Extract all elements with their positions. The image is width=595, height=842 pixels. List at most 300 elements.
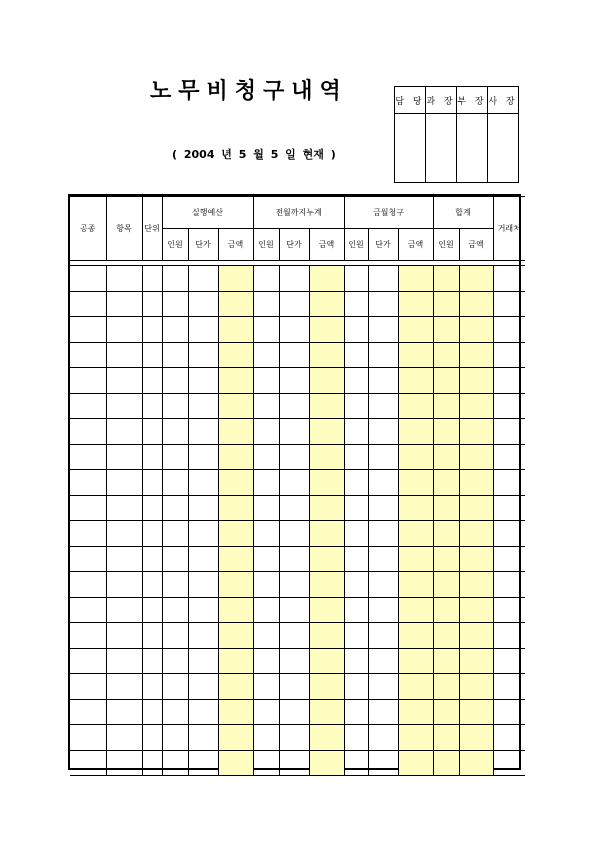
cell-item[interactable]: [106, 470, 142, 496]
cell-budget-unit-price[interactable]: [188, 470, 218, 496]
cell-prev-unit-price[interactable]: [279, 699, 309, 725]
cell-budget-workers[interactable]: [162, 623, 188, 649]
cell-prev-amount[interactable]: [309, 317, 344, 343]
cell-total-amount[interactable]: [459, 393, 493, 419]
cell-prev-unit-price[interactable]: [279, 470, 309, 496]
cell-budget-amount[interactable]: [218, 750, 253, 776]
cell-month-amount[interactable]: [398, 419, 433, 445]
cell-unit[interactable]: [142, 521, 162, 547]
cell-budget-unit-price[interactable]: [188, 393, 218, 419]
cell-month-unit-price[interactable]: [368, 521, 398, 547]
cell-budget-workers[interactable]: [162, 393, 188, 419]
cell-budget-unit-price[interactable]: [188, 648, 218, 674]
cell-unit[interactable]: [142, 291, 162, 317]
cell-month-workers[interactable]: [344, 521, 368, 547]
cell-total-workers[interactable]: [433, 291, 459, 317]
cell-budget-workers[interactable]: [162, 470, 188, 496]
cell-prev-unit-price[interactable]: [279, 546, 309, 572]
cell-month-amount[interactable]: [398, 674, 433, 700]
cell-vendor[interactable]: [493, 317, 525, 343]
cell-prev-amount[interactable]: [309, 495, 344, 521]
cell-month-workers[interactable]: [344, 546, 368, 572]
cell-unit[interactable]: [142, 725, 162, 751]
cell-item[interactable]: [106, 648, 142, 674]
cell-month-workers[interactable]: [344, 623, 368, 649]
cell-month-workers[interactable]: [344, 342, 368, 368]
cell-budget-amount[interactable]: [218, 572, 253, 598]
cell-prev-workers[interactable]: [253, 368, 279, 394]
cell-unit[interactable]: [142, 393, 162, 419]
cell-unit[interactable]: [142, 648, 162, 674]
cell-trade[interactable]: [70, 266, 106, 292]
cell-total-amount[interactable]: [459, 495, 493, 521]
cell-budget-unit-price[interactable]: [188, 444, 218, 470]
cell-month-unit-price[interactable]: [368, 317, 398, 343]
cell-trade[interactable]: [70, 597, 106, 623]
cell-unit[interactable]: [142, 419, 162, 445]
cell-month-unit-price[interactable]: [368, 699, 398, 725]
cell-prev-workers[interactable]: [253, 597, 279, 623]
cell-prev-workers[interactable]: [253, 674, 279, 700]
cell-month-workers[interactable]: [344, 291, 368, 317]
cell-vendor[interactable]: [493, 725, 525, 751]
cell-budget-workers[interactable]: [162, 317, 188, 343]
cell-month-unit-price[interactable]: [368, 648, 398, 674]
cell-prev-unit-price[interactable]: [279, 342, 309, 368]
cell-month-workers[interactable]: [344, 368, 368, 394]
cell-prev-amount[interactable]: [309, 597, 344, 623]
cell-vendor[interactable]: [493, 572, 525, 598]
cell-month-unit-price[interactable]: [368, 750, 398, 776]
cell-total-amount[interactable]: [459, 750, 493, 776]
cell-budget-unit-price[interactable]: [188, 597, 218, 623]
cell-item[interactable]: [106, 419, 142, 445]
cell-budget-unit-price[interactable]: [188, 546, 218, 572]
cell-month-unit-price[interactable]: [368, 291, 398, 317]
cell-budget-amount[interactable]: [218, 419, 253, 445]
cell-budget-workers[interactable]: [162, 699, 188, 725]
cell-unit[interactable]: [142, 572, 162, 598]
cell-unit[interactable]: [142, 750, 162, 776]
cell-vendor[interactable]: [493, 291, 525, 317]
cell-prev-workers[interactable]: [253, 725, 279, 751]
cell-trade[interactable]: [70, 291, 106, 317]
cell-month-unit-price[interactable]: [368, 368, 398, 394]
cell-total-amount[interactable]: [459, 623, 493, 649]
cell-budget-workers[interactable]: [162, 342, 188, 368]
cell-prev-workers[interactable]: [253, 393, 279, 419]
cell-prev-unit-price[interactable]: [279, 725, 309, 751]
cell-item[interactable]: [106, 623, 142, 649]
cell-prev-unit-price[interactable]: [279, 291, 309, 317]
cell-trade[interactable]: [70, 674, 106, 700]
cell-budget-unit-price[interactable]: [188, 623, 218, 649]
cell-vendor[interactable]: [493, 266, 525, 292]
cell-trade[interactable]: [70, 470, 106, 496]
cell-month-workers[interactable]: [344, 699, 368, 725]
cell-unit[interactable]: [142, 368, 162, 394]
cell-item[interactable]: [106, 266, 142, 292]
cell-budget-workers[interactable]: [162, 495, 188, 521]
cell-budget-workers[interactable]: [162, 750, 188, 776]
cell-unit[interactable]: [142, 674, 162, 700]
cell-budget-workers[interactable]: [162, 572, 188, 598]
cell-budget-unit-price[interactable]: [188, 674, 218, 700]
cell-vendor[interactable]: [493, 444, 525, 470]
cell-prev-amount[interactable]: [309, 419, 344, 445]
cell-total-amount[interactable]: [459, 317, 493, 343]
cell-item[interactable]: [106, 368, 142, 394]
cell-trade[interactable]: [70, 521, 106, 547]
cell-prev-unit-price[interactable]: [279, 495, 309, 521]
cell-month-unit-price[interactable]: [368, 393, 398, 419]
cell-trade[interactable]: [70, 572, 106, 598]
cell-prev-unit-price[interactable]: [279, 393, 309, 419]
cell-month-amount[interactable]: [398, 725, 433, 751]
cell-budget-unit-price[interactable]: [188, 419, 218, 445]
cell-month-unit-price[interactable]: [368, 623, 398, 649]
cell-vendor[interactable]: [493, 674, 525, 700]
cell-total-workers[interactable]: [433, 317, 459, 343]
cell-prev-amount[interactable]: [309, 291, 344, 317]
cell-trade[interactable]: [70, 419, 106, 445]
cell-item[interactable]: [106, 495, 142, 521]
cell-prev-workers[interactable]: [253, 623, 279, 649]
cell-prev-workers[interactable]: [253, 699, 279, 725]
cell-vendor[interactable]: [493, 623, 525, 649]
cell-trade[interactable]: [70, 648, 106, 674]
cell-prev-unit-price[interactable]: [279, 368, 309, 394]
cell-trade[interactable]: [70, 699, 106, 725]
cell-prev-workers[interactable]: [253, 444, 279, 470]
cell-month-amount[interactable]: [398, 750, 433, 776]
cell-prev-workers[interactable]: [253, 750, 279, 776]
cell-vendor[interactable]: [493, 342, 525, 368]
cell-budget-amount[interactable]: [218, 725, 253, 751]
cell-total-amount[interactable]: [459, 291, 493, 317]
cell-vendor[interactable]: [493, 495, 525, 521]
cell-item[interactable]: [106, 291, 142, 317]
cell-prev-amount[interactable]: [309, 572, 344, 598]
cell-item[interactable]: [106, 750, 142, 776]
cell-unit[interactable]: [142, 495, 162, 521]
cell-budget-amount[interactable]: [218, 699, 253, 725]
cell-total-amount[interactable]: [459, 419, 493, 445]
cell-unit[interactable]: [142, 597, 162, 623]
cell-vendor[interactable]: [493, 521, 525, 547]
cell-budget-workers[interactable]: [162, 521, 188, 547]
cell-prev-workers[interactable]: [253, 342, 279, 368]
cell-budget-workers[interactable]: [162, 674, 188, 700]
cell-month-workers[interactable]: [344, 674, 368, 700]
cell-item[interactable]: [106, 699, 142, 725]
cell-item[interactable]: [106, 597, 142, 623]
cell-month-workers[interactable]: [344, 725, 368, 751]
cell-budget-unit-price[interactable]: [188, 291, 218, 317]
cell-month-workers[interactable]: [344, 750, 368, 776]
cell-prev-unit-price[interactable]: [279, 521, 309, 547]
cell-total-workers[interactable]: [433, 597, 459, 623]
cell-vendor[interactable]: [493, 419, 525, 445]
cell-budget-workers[interactable]: [162, 419, 188, 445]
cell-vendor[interactable]: [493, 393, 525, 419]
cell-month-unit-price[interactable]: [368, 572, 398, 598]
cell-total-workers[interactable]: [433, 495, 459, 521]
cell-month-amount[interactable]: [398, 444, 433, 470]
cell-total-workers[interactable]: [433, 368, 459, 394]
cell-total-workers[interactable]: [433, 674, 459, 700]
cell-prev-workers[interactable]: [253, 521, 279, 547]
cell-total-amount[interactable]: [459, 546, 493, 572]
cell-unit[interactable]: [142, 342, 162, 368]
cell-total-workers[interactable]: [433, 393, 459, 419]
cell-vendor[interactable]: [493, 597, 525, 623]
cell-month-amount[interactable]: [398, 393, 433, 419]
cell-prev-workers[interactable]: [253, 266, 279, 292]
cell-budget-unit-price[interactable]: [188, 317, 218, 343]
cell-prev-unit-price[interactable]: [279, 623, 309, 649]
cell-item[interactable]: [106, 317, 142, 343]
cell-prev-amount[interactable]: [309, 393, 344, 419]
cell-total-workers[interactable]: [433, 546, 459, 572]
cell-total-workers[interactable]: [433, 699, 459, 725]
cell-prev-amount[interactable]: [309, 342, 344, 368]
cell-total-workers[interactable]: [433, 648, 459, 674]
cell-budget-workers[interactable]: [162, 368, 188, 394]
cell-month-amount[interactable]: [398, 597, 433, 623]
cell-total-workers[interactable]: [433, 623, 459, 649]
cell-budget-workers[interactable]: [162, 725, 188, 751]
cell-month-amount[interactable]: [398, 342, 433, 368]
cell-month-amount[interactable]: [398, 368, 433, 394]
cell-month-workers[interactable]: [344, 648, 368, 674]
cell-prev-amount[interactable]: [309, 546, 344, 572]
cell-budget-amount[interactable]: [218, 444, 253, 470]
cell-month-amount[interactable]: [398, 521, 433, 547]
cell-month-workers[interactable]: [344, 470, 368, 496]
cell-month-amount[interactable]: [398, 266, 433, 292]
cell-vendor[interactable]: [493, 648, 525, 674]
cell-unit[interactable]: [142, 623, 162, 649]
cell-month-workers[interactable]: [344, 419, 368, 445]
cell-unit[interactable]: [142, 317, 162, 343]
cell-month-unit-price[interactable]: [368, 546, 398, 572]
cell-budget-unit-price[interactable]: [188, 699, 218, 725]
cell-budget-amount[interactable]: [218, 393, 253, 419]
cell-budget-amount[interactable]: [218, 342, 253, 368]
cell-total-amount[interactable]: [459, 521, 493, 547]
cell-month-unit-price[interactable]: [368, 266, 398, 292]
cell-prev-workers[interactable]: [253, 546, 279, 572]
cell-prev-unit-price[interactable]: [279, 750, 309, 776]
cell-month-amount[interactable]: [398, 648, 433, 674]
cell-budget-amount[interactable]: [218, 495, 253, 521]
cell-month-amount[interactable]: [398, 495, 433, 521]
cell-budget-amount[interactable]: [218, 623, 253, 649]
cell-month-unit-price[interactable]: [368, 597, 398, 623]
cell-budget-amount[interactable]: [218, 266, 253, 292]
cell-budget-amount[interactable]: [218, 648, 253, 674]
cell-prev-amount[interactable]: [309, 444, 344, 470]
cell-trade[interactable]: [70, 342, 106, 368]
cell-unit[interactable]: [142, 546, 162, 572]
cell-trade[interactable]: [70, 546, 106, 572]
cell-total-workers[interactable]: [433, 750, 459, 776]
cell-budget-amount[interactable]: [218, 674, 253, 700]
cell-item[interactable]: [106, 674, 142, 700]
approval-sign-president[interactable]: [488, 114, 519, 183]
cell-budget-amount[interactable]: [218, 291, 253, 317]
cell-prev-workers[interactable]: [253, 317, 279, 343]
cell-budget-workers[interactable]: [162, 291, 188, 317]
cell-budget-workers[interactable]: [162, 648, 188, 674]
cell-month-workers[interactable]: [344, 597, 368, 623]
cell-unit[interactable]: [142, 470, 162, 496]
cell-month-workers[interactable]: [344, 572, 368, 598]
cell-total-workers[interactable]: [433, 572, 459, 598]
approval-sign-dept-head[interactable]: [457, 114, 488, 183]
cell-month-unit-price[interactable]: [368, 470, 398, 496]
cell-trade[interactable]: [70, 725, 106, 751]
cell-month-workers[interactable]: [344, 266, 368, 292]
cell-total-amount[interactable]: [459, 597, 493, 623]
cell-unit[interactable]: [142, 444, 162, 470]
cell-month-amount[interactable]: [398, 699, 433, 725]
cell-budget-unit-price[interactable]: [188, 495, 218, 521]
cell-month-amount[interactable]: [398, 470, 433, 496]
cell-total-workers[interactable]: [433, 266, 459, 292]
cell-prev-workers[interactable]: [253, 572, 279, 598]
cell-total-workers[interactable]: [433, 470, 459, 496]
cell-month-amount[interactable]: [398, 291, 433, 317]
cell-month-workers[interactable]: [344, 317, 368, 343]
cell-total-amount[interactable]: [459, 266, 493, 292]
cell-budget-amount[interactable]: [218, 368, 253, 394]
cell-month-workers[interactable]: [344, 495, 368, 521]
cell-prev-amount[interactable]: [309, 368, 344, 394]
cell-budget-unit-price[interactable]: [188, 750, 218, 776]
cell-budget-unit-price[interactable]: [188, 725, 218, 751]
cell-trade[interactable]: [70, 317, 106, 343]
cell-trade[interactable]: [70, 623, 106, 649]
cell-month-amount[interactable]: [398, 572, 433, 598]
cell-vendor[interactable]: [493, 699, 525, 725]
cell-budget-workers[interactable]: [162, 546, 188, 572]
cell-total-amount[interactable]: [459, 725, 493, 751]
cell-total-amount[interactable]: [459, 674, 493, 700]
cell-vendor[interactable]: [493, 470, 525, 496]
cell-budget-amount[interactable]: [218, 597, 253, 623]
cell-budget-workers[interactable]: [162, 444, 188, 470]
approval-sign-staff[interactable]: [395, 114, 426, 183]
cell-total-amount[interactable]: [459, 470, 493, 496]
cell-budget-unit-price[interactable]: [188, 342, 218, 368]
cell-unit[interactable]: [142, 699, 162, 725]
cell-total-workers[interactable]: [433, 444, 459, 470]
cell-prev-workers[interactable]: [253, 495, 279, 521]
cell-month-unit-price[interactable]: [368, 725, 398, 751]
cell-prev-amount[interactable]: [309, 623, 344, 649]
cell-budget-amount[interactable]: [218, 521, 253, 547]
cell-total-amount[interactable]: [459, 368, 493, 394]
cell-month-unit-price[interactable]: [368, 495, 398, 521]
cell-total-amount[interactable]: [459, 572, 493, 598]
cell-prev-unit-price[interactable]: [279, 648, 309, 674]
cell-prev-unit-price[interactable]: [279, 419, 309, 445]
cell-unit[interactable]: [142, 266, 162, 292]
cell-item[interactable]: [106, 546, 142, 572]
cell-budget-unit-price[interactable]: [188, 572, 218, 598]
cell-prev-unit-price[interactable]: [279, 572, 309, 598]
cell-prev-unit-price[interactable]: [279, 597, 309, 623]
cell-prev-unit-price[interactable]: [279, 266, 309, 292]
cell-prev-amount[interactable]: [309, 699, 344, 725]
cell-prev-workers[interactable]: [253, 419, 279, 445]
cell-prev-amount[interactable]: [309, 674, 344, 700]
cell-month-workers[interactable]: [344, 393, 368, 419]
cell-vendor[interactable]: [493, 546, 525, 572]
cell-budget-amount[interactable]: [218, 546, 253, 572]
cell-budget-amount[interactable]: [218, 317, 253, 343]
cell-trade[interactable]: [70, 444, 106, 470]
cell-vendor[interactable]: [493, 368, 525, 394]
cell-budget-unit-price[interactable]: [188, 266, 218, 292]
cell-item[interactable]: [106, 521, 142, 547]
cell-item[interactable]: [106, 725, 142, 751]
cell-total-workers[interactable]: [433, 521, 459, 547]
cell-total-workers[interactable]: [433, 342, 459, 368]
cell-total-workers[interactable]: [433, 725, 459, 751]
cell-prev-amount[interactable]: [309, 725, 344, 751]
cell-trade[interactable]: [70, 393, 106, 419]
cell-vendor[interactable]: [493, 750, 525, 776]
cell-prev-amount[interactable]: [309, 521, 344, 547]
cell-trade[interactable]: [70, 368, 106, 394]
cell-prev-unit-price[interactable]: [279, 317, 309, 343]
cell-prev-workers[interactable]: [253, 291, 279, 317]
cell-prev-amount[interactable]: [309, 266, 344, 292]
cell-item[interactable]: [106, 444, 142, 470]
cell-month-workers[interactable]: [344, 444, 368, 470]
cell-month-unit-price[interactable]: [368, 674, 398, 700]
cell-month-amount[interactable]: [398, 546, 433, 572]
cell-item[interactable]: [106, 393, 142, 419]
cell-month-amount[interactable]: [398, 623, 433, 649]
approval-sign-section-chief[interactable]: [426, 114, 457, 183]
cell-budget-unit-price[interactable]: [188, 521, 218, 547]
cell-budget-workers[interactable]: [162, 266, 188, 292]
cell-prev-workers[interactable]: [253, 470, 279, 496]
cell-total-amount[interactable]: [459, 342, 493, 368]
cell-total-amount[interactable]: [459, 648, 493, 674]
cell-total-workers[interactable]: [433, 419, 459, 445]
cell-budget-unit-price[interactable]: [188, 368, 218, 394]
cell-prev-amount[interactable]: [309, 750, 344, 776]
cell-item[interactable]: [106, 342, 142, 368]
cell-prev-workers[interactable]: [253, 648, 279, 674]
cell-month-unit-price[interactable]: [368, 342, 398, 368]
cell-prev-amount[interactable]: [309, 470, 344, 496]
cell-trade[interactable]: [70, 495, 106, 521]
cell-trade[interactable]: [70, 750, 106, 776]
cell-month-amount[interactable]: [398, 317, 433, 343]
cell-total-amount[interactable]: [459, 699, 493, 725]
cell-prev-unit-price[interactable]: [279, 444, 309, 470]
cell-month-unit-price[interactable]: [368, 419, 398, 445]
cell-prev-amount[interactable]: [309, 648, 344, 674]
cell-prev-unit-price[interactable]: [279, 674, 309, 700]
cell-budget-amount[interactable]: [218, 470, 253, 496]
